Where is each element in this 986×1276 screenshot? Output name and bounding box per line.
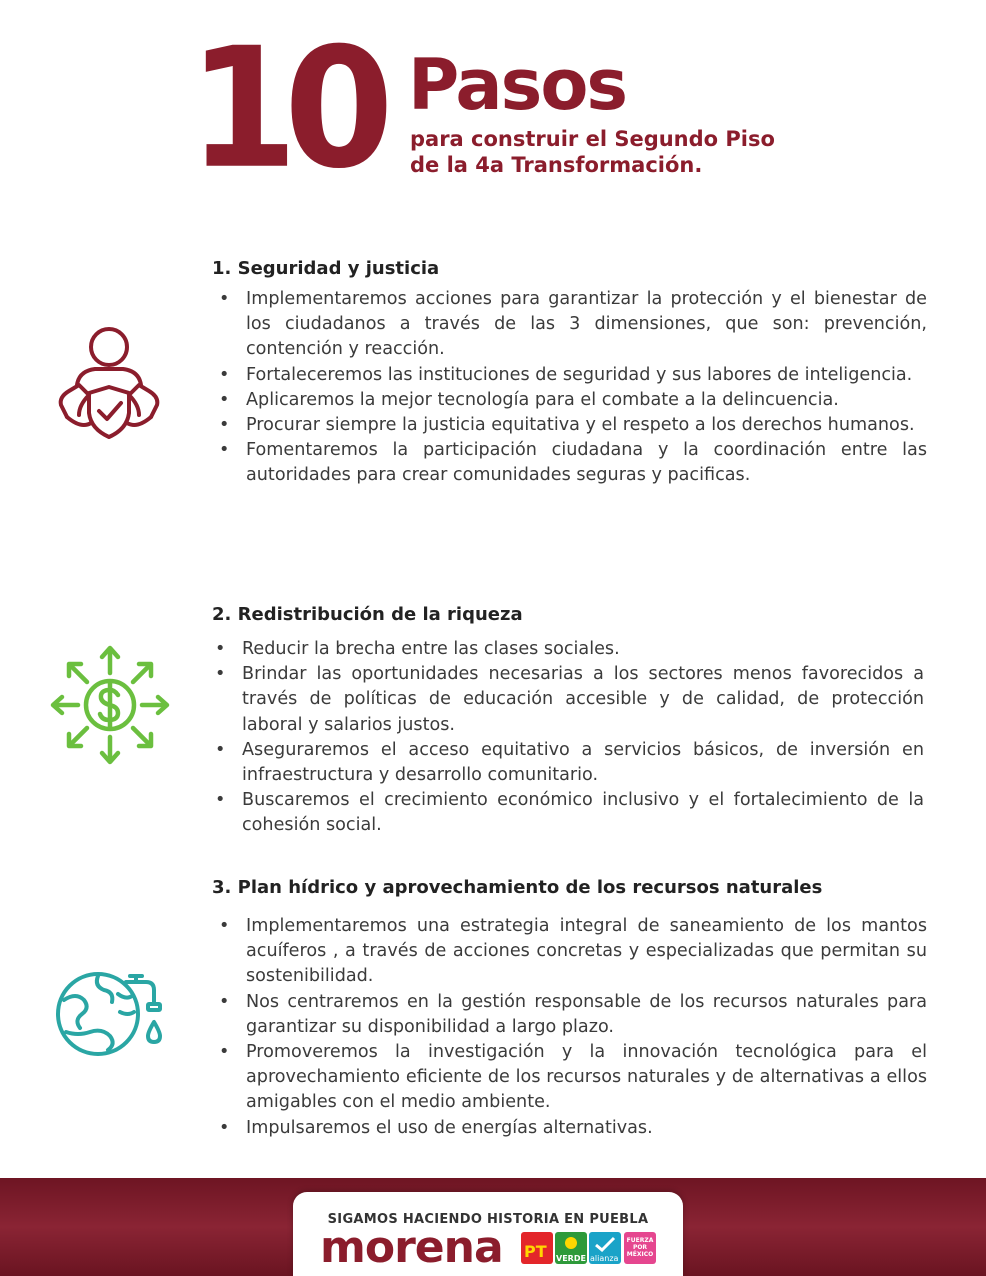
pt-logo bbox=[521, 1232, 553, 1264]
alianza-logo bbox=[589, 1232, 621, 1264]
list-item: • Fomentaremos la participación ciudadana y la coordinación entre las autoridades para crear comunidades seguras y pacificas. bbox=[214, 438, 927, 488]
list-item: • Promoveremos la investigación y la innovación tecnológica para el aprovechamiento eficiente de los recursos naturales y de alternativas a ellos amigables con el medio ambiente. bbox=[214, 1040, 927, 1116]
section-3-list bbox=[214, 914, 927, 1141]
header-title: Pasos bbox=[408, 44, 627, 126]
list-item: • Fortaleceremos las instituciones de seguridad y sus labores de inteligencia. bbox=[214, 363, 927, 388]
party-logo-morena: morena bbox=[320, 1222, 503, 1273]
section-1-list bbox=[214, 287, 927, 489]
globe-water-tap-icon bbox=[54, 970, 170, 1062]
verde-logo-text: VERDE bbox=[556, 1254, 586, 1263]
header-subtitle bbox=[410, 126, 775, 178]
header-subtitle-line1: para construir el Segundo Piso bbox=[410, 127, 775, 151]
list-item: • Aseguraremos el acceso equitativo a servicios básicos, de inversión en infraestructura y desarrollo comunitario. bbox=[210, 738, 924, 788]
list-item: • Brindar las oportunidades necesarias a los sectores menos favorecidos a través de políticas de educación accesible y de calidad, de protección laboral y salarios justos. bbox=[210, 662, 924, 738]
list-item: • Nos centraremos en la gestión responsable de los recursos naturales para garantizar su disponibilidad a largo plazo. bbox=[214, 990, 927, 1040]
list-item: • Procurar siempre la justicia equitativa y el respeto a los derechos humanos. bbox=[214, 413, 927, 438]
section-3-title: 3. Plan hídrico y aprovechamiento de los recursos naturales bbox=[212, 877, 823, 898]
header-number: 10 bbox=[188, 12, 380, 206]
money-distribution-icon bbox=[46, 643, 174, 767]
list-item: • Reducir la brecha entre las clases sociales. bbox=[210, 637, 924, 662]
list-item: • Buscaremos el crecimiento económico inclusivo y el fortalecimiento de la cohesión social. bbox=[210, 788, 924, 838]
list-item: • Implementaremos una estrategia integral de saneamiento de los mantos acuíferos , a través de acciones concretas y especializadas que permitan su sostenibilidad. bbox=[214, 914, 927, 990]
section-2-list bbox=[210, 637, 924, 839]
alianza-logo-text: alianza bbox=[590, 1254, 619, 1263]
verde-logo bbox=[555, 1232, 587, 1264]
alianza-check-icon bbox=[594, 1236, 616, 1252]
section-2-title: 2. Redistribución de la riqueza bbox=[212, 604, 523, 625]
list-item: • Aplicaremos la mejor tecnología para el combate a la delincuencia. bbox=[214, 388, 927, 413]
list-item: • Impulsaremos el uso de energías alternativas. bbox=[214, 1116, 927, 1141]
toucan-icon bbox=[563, 1235, 579, 1251]
list-item: • Implementaremos acciones para garantizar la protección y el bienestar de los ciudadanos a través de las 3 dimensiones, que son: prevención, contención y reacción. bbox=[214, 287, 927, 363]
section-1-title: 1. Seguridad y justicia bbox=[212, 258, 440, 279]
fuerza-logo-text: FUERZA POR MÉXICO bbox=[626, 1237, 654, 1258]
pt-logo-text: PT bbox=[524, 1242, 547, 1261]
header-subtitle-line2: de la 4a Transformación. bbox=[410, 153, 703, 177]
fuerza-logo bbox=[624, 1232, 656, 1264]
security-shield-person-icon bbox=[55, 325, 167, 445]
footer-slogan: SIGAMOS HACIENDO HISTORIA EN PUEBLA bbox=[327, 1212, 649, 1227]
